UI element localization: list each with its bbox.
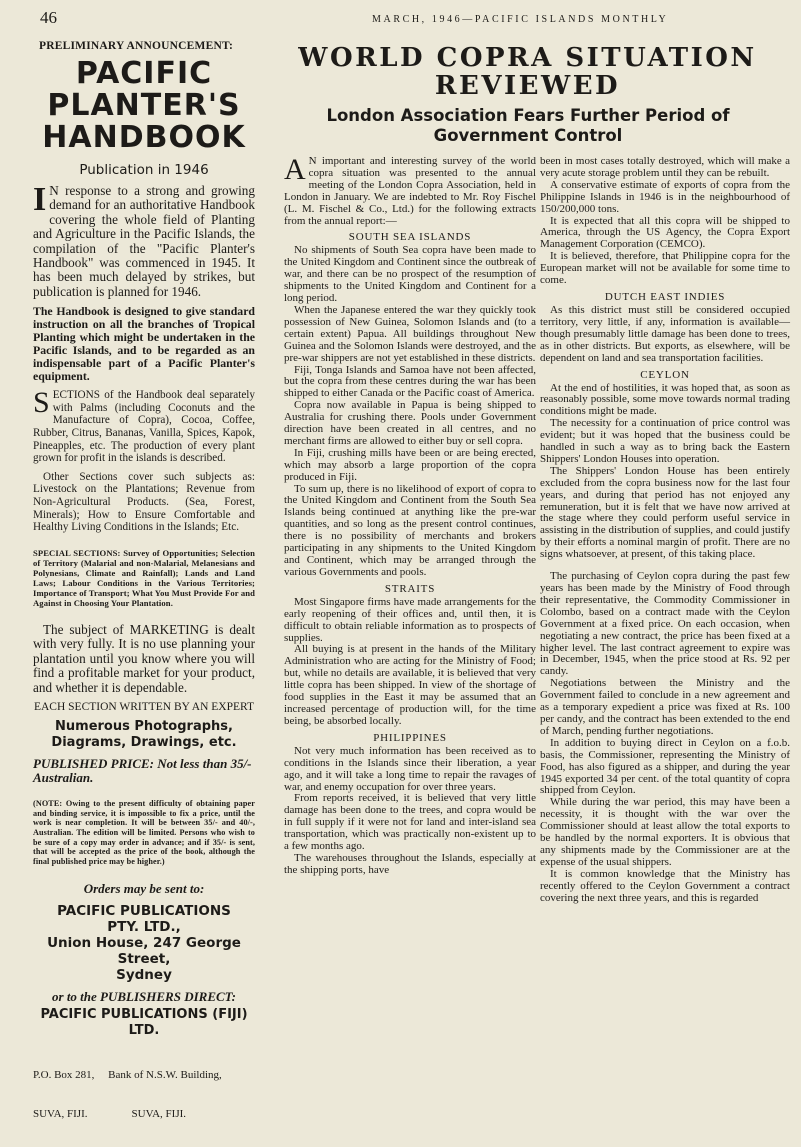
- section-heading: CEYLON: [640, 368, 690, 381]
- marketing-paragraph: The subject of MARKETING is dealt with very fully. It is no use planning your plantation until you know where you will find a profitable market for your product, and whether it is dependable.: [33, 621, 255, 695]
- paragraph: From reports received, it is believed that very little damage has been done to the trees, and copra would be in full supply if it were not for land and inter-island sea transportation, which was practically non-existent up to a few months ago.: [284, 792, 536, 853]
- article-title: WORLD COPRA SITUATION REVIEWED: [298, 43, 757, 101]
- orders-line: Orders may be sent to:: [83, 880, 205, 896]
- paragraph: No shipments of South Sea copra have been made to the United Kingdom and Continent since the outbreak of war, and there can be no prospect of the resumption of shipments to the United Kingdom and Continent for a long period.: [284, 244, 536, 305]
- published-price: PUBLISHED PRICE: Not less than 35/- Australian.: [33, 756, 252, 785]
- running-header: MARCH, 1946—PACIFIC ISLANDS MONTHLY: [372, 14, 669, 25]
- paragraph: The Shippers' London House has been entirely excluded from the copra business now for the last four years, and during that period has not enjoyed any remuneration, but it is felt that we have now arrived at the stage where they could perform useful service in assisting in the distribution of supplies, and could justify by their efforts a nominal margin of profit. There are no signs whatsoever, at present, of this taking place.: [540, 464, 790, 561]
- publisher-sydney: PACIFIC PUBLICATIONS PTY. LTD., Union House, 247 George Street, Sydney: [47, 902, 241, 983]
- section-heading: DUTCH EAST INDIES: [604, 290, 726, 303]
- section-heading: PHILIPPINES: [373, 731, 447, 744]
- publisher-fiji: PACIFIC PUBLICATIONS (FIJI) LTD.: [40, 1006, 248, 1038]
- paragraph: It is expected that all this copra will be shipped to America, through the US Agency, the Copra Export Management Corporation (CEMCO).: [540, 214, 790, 251]
- paragraph: It is common knowledge that the Ministry has recently offered to the Ceylon Government a contract covering the next three years, and this is regarded: [540, 867, 790, 904]
- paragraph: Negotiations between the Ministry and the Government failed to conclude in a new agreement and as a temporary expedient a price was fixed at Rs. 100 per candy, and the contract has been extended to the end of March, pending further negotiations.: [540, 677, 790, 737]
- paragraph: Copra now available in Papua is being shipped to Australia for crushing there. Pools under Government direction have been created in all centres, and no merchant firms are allowed to either buy or sell copra.: [284, 399, 536, 447]
- article-column-2: [540, 156, 790, 904]
- preliminary-label: PRELIMINARY ANNOUNCEMENT:: [39, 40, 234, 52]
- paragraph: At the end of hostilities, it was hoped that, as soon as reasonably possible, some move towards normal trading conditions might be made.: [540, 381, 790, 418]
- paragraph: All buying is at present in the hands of the Military Administration who are acting for the Ministry of Food; but, while no details are available, it is believed that very little copra has been shipped. In view of the shortage of food supplies in the East it may be assumed that an increased percentage of production will, for the time being, be absorbed locally.: [284, 643, 536, 727]
- intro-paragraph: I N response to a strong and growing demand for an authoritative Handbook covering the whole field of Planting and Agriculture in the Pacific Islands, the compilation of the "Pacific Planter's Handbook" was commenced in 1945. It has been much delayed by strikes, but publication is planned for 1946.: [33, 181, 255, 299]
- paragraph: In addition to buying direct in Ceylon on a f.o.b. basis, the Commissioner, representing the Ministry of Food, has also figured as a shipper, and during the year 1945 exported 34 per cent. of the total quantity of copra shipped from Ceylon.: [540, 736, 790, 797]
- article-subtitle: London Association Fears Further Period of Government Control: [326, 106, 730, 145]
- publication-date: Publication in 1946: [79, 162, 209, 178]
- article-column-1: [284, 153, 536, 877]
- section-heading: STRAITS: [384, 582, 436, 595]
- handbook-title: PACIFIC PLANTER'S HANDBOOK: [42, 56, 246, 155]
- page-number: 46: [40, 8, 57, 27]
- paragraph: The purchasing of Ceylon copra during the past few years has been made by the Ministry of Food through their representative, the Commodity Commissioner in Colombo, based on a contract made with the Ceylon Government at a fixed price. On each occasion, when negotiating a new contract, the price has been fixed at a higher level. The last contract agreement to expire was in December, 1945, when the price stood at Rs. 92 per candy.: [540, 570, 790, 678]
- intro-paragraph: A N important and interesting survey of the world copra situation was presented to the annual meeting of the London Copra Association, held in London in January. We are indebted to Mr. Roy Fischel (L. M. Fischel & Co., Ltd.) for the following extracts from the annual report:—: [284, 153, 536, 227]
- handbook-announcement: [33, 40, 255, 1147]
- paragraph: The necessity for a continuation of price control was evident; but it was hoped that the business could be handled in such a way as to bring back the Eastern Shippers' London Houses into operation.: [540, 417, 790, 465]
- paragraph: Fiji, Tonga Islands and Samoa have not been affected, but the copra from these centres during the war has been shipped to either Canada or the Pacific coast of America.: [284, 363, 536, 400]
- paragraph: When the Japanese entered the war they quickly took possession of New Guinea, Solomon Islands and (to a certain extent) Papua. All buildings throughout New Guinea and the Solomon Islands were destroyed, and the pre-war shippers are not yet established in these districts.: [284, 303, 536, 364]
- paragraph: In Fiji, crushing mills have been or are being erected, which may absorb a large proportion of the copra produced in Fiji.: [284, 446, 536, 483]
- price-note: (NOTE: Owing to the present difficulty of obtaining paper and binding service, it is impossible to fix a price, until the work is near completion. It will be between 35/- and 40/-, Australian. The edition will be limited. Persons who wish to be sure of a copy may order in advance; and if 35/- is sent, that will be accepted as the price of the book, although the final published price may be higher.): [33, 799, 255, 866]
- paragraph: While during the war period, this may have been a necessity, it is thought with the war over the Commissioner should at least allow the total exports to be handled by the normal exporters. It is obvious that any shipments made by the Commissioner are at the expense of the usual shippers.: [540, 796, 790, 868]
- paragraph: To sum up, there is no likelihood of export of copra to the United Kingdom and Continent from the South Sea Islands being continued at anything like the pre-war quantities, and so long as the present control continues, there is no possibility of merchants and brokers participating in any shipments to the United Kingdom and Continent, which may be arranged through the various Governments and pools.: [284, 482, 536, 578]
- paragraph: It is believed, therefore, that Philippine copra for the European market will not be available for some time to come.: [540, 250, 790, 287]
- photos-line: Numerous Photographs, Diagrams, Drawings, etc.: [51, 719, 237, 750]
- fiji-address: P.O. Box 281, Bank of N.S.W. Building, SUVA, FIJI. SUVA, FIJI.: [33, 1068, 222, 1120]
- section-heading: SOUTH SEA ISLANDS: [348, 231, 472, 244]
- special-sections: SPECIAL SECTIONS: Survey of Opportunities; Selection of Territory (Malarial and non-Malarial, Melanesians and Polynesians, Climate and Rainfall); Lands and Land Laws; Labour Conditions in the Various Territories; Importance of Transport; What You Must Provide For and Against in Choosing Your Plantation.: [33, 548, 255, 609]
- paragraph: A conservative estimate of exports of copra from the Philippine Islands in 1946 is in the neighbourhood of 150/200,000 tons.: [540, 178, 790, 215]
- or-line: or to the PUBLISHERS DIRECT:: [52, 988, 236, 1004]
- paragraph: As this district must still be considered occupied territory, very little, if any, information is available—though presumably little damage has been done to trees, as in other districts. But exports, as elsewhere, will be dependent on land and sea transportation facilities.: [540, 303, 790, 364]
- expert-line: EACH SECTION WRITTEN BY AN EXPERT: [33, 701, 255, 713]
- paragraph: Not very much information has been received as to conditions in the Islands since their liberation, a year ago, and it will take a long time to repair the ravages of war, and enemy occupation for over three years.: [284, 744, 536, 793]
- paragraph: The warehouses throughout the Islands, especially at the shipping ports, have: [284, 851, 536, 876]
- paragraph: Most Singapore firms have made arrangements for the early reopening of their offices and, until then, it is difficult to obtain reliable information as to prospects of supplies.: [284, 595, 536, 644]
- paragraph: been in most cases totally destroyed, which will make a very acute storage problem until they can be rebuilt.: [540, 155, 790, 179]
- design-paragraph: The Handbook is designed to give standard instruction on all the branches of Tropical Planting which might be undertaken in the Pacific Islands, and to be regarded as an indispensable part of a Pacific Planter's equipment.: [33, 304, 255, 384]
- sections-paragraph: SECTIONS of the Handbook deal separately with Palms (including Coconuts and the Manufacture of Copra), Cocoa, Coffee, Rubber, Citrus, Bananas, Vanilla, Spices, Kapok, Pineapples, etc. The production of every plant grown for profit in the islands is described.: [33, 386, 255, 465]
- other-sections-paragraph: Other Sections cover such subjects as: Livestock on the Plantations; Revenue from Non-Agricultural Products. (Sea, Forest, Minerals); How to Ensure Comfortable and Healthy Living Conditions in the Islands; Etc.: [33, 470, 255, 534]
